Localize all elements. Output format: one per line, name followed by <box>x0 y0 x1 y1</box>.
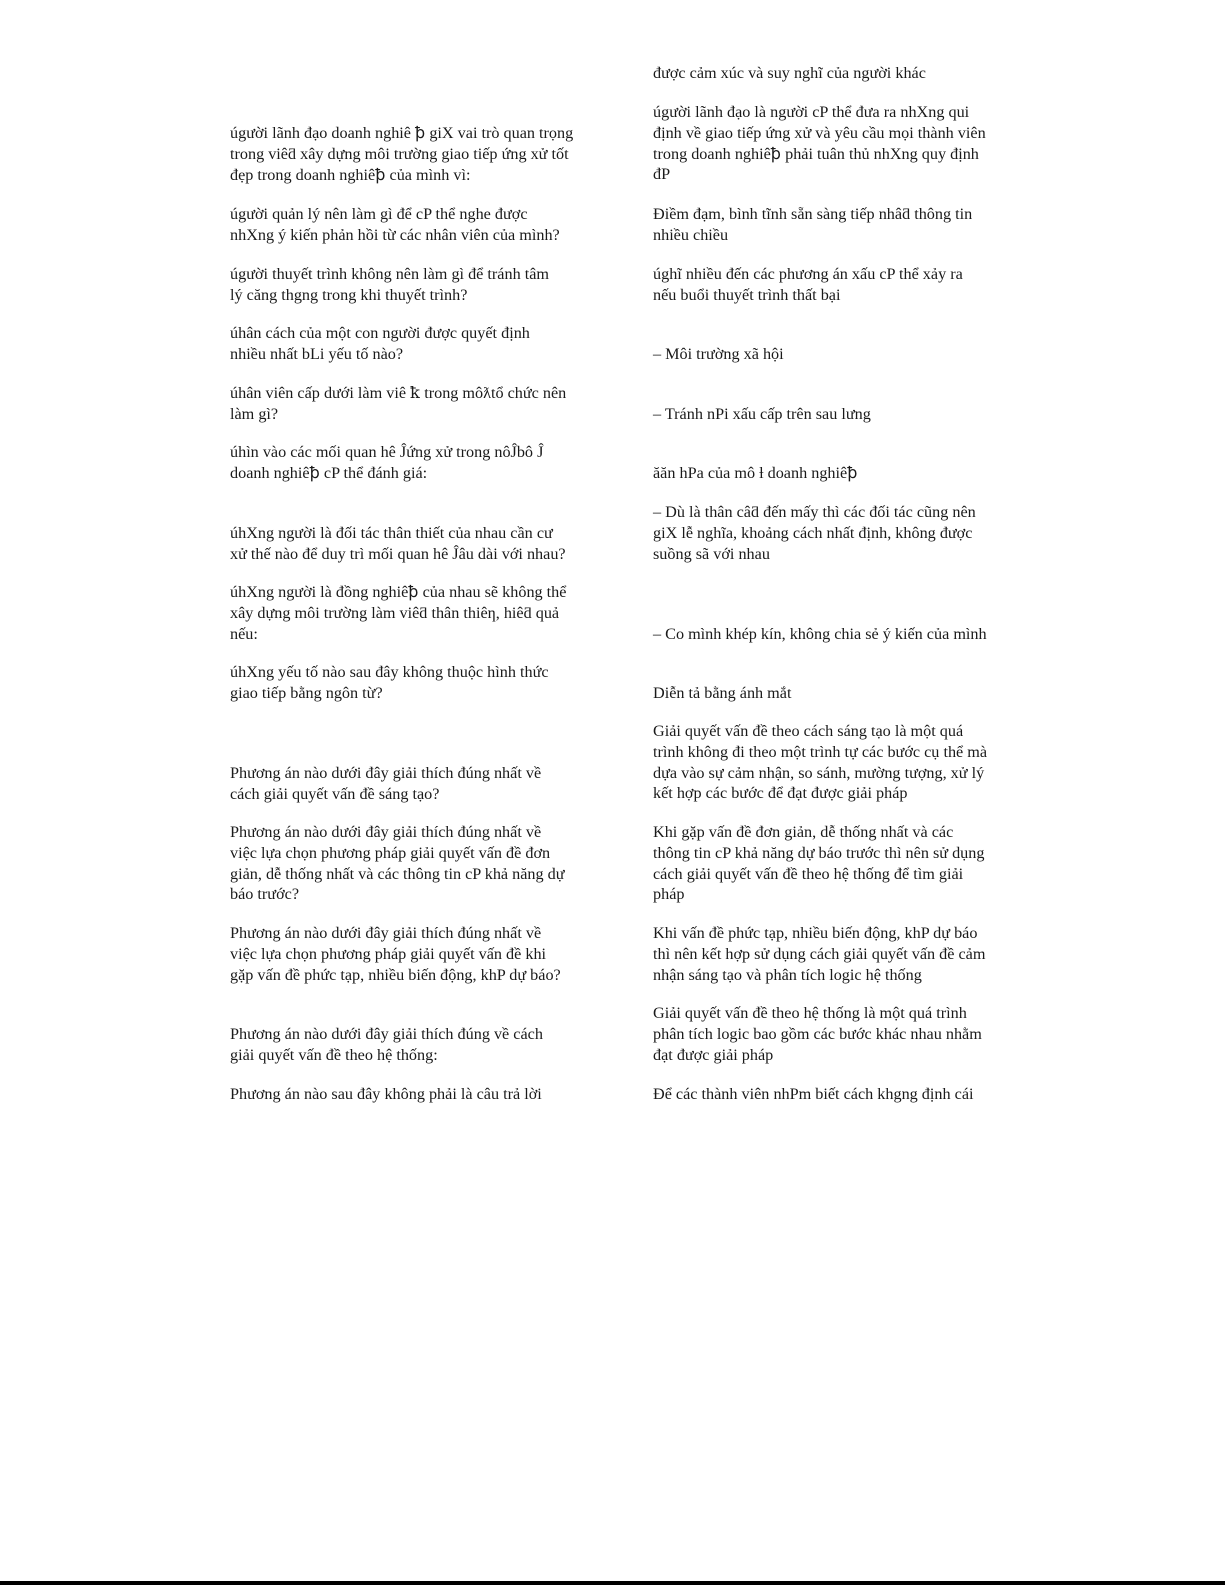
answer-7: ăăn hPa của mô ƚ doanh nghiêꝥ <box>653 464 858 482</box>
question-5: úhân cách của một con người được quyết định nhiều nhất bLi yếu tố nào? <box>230 324 530 363</box>
question-2: úgười lãnh đạo doanh nghiê ꝥ giX vai trò quan trọng trong viêƌ xây dựng môi trường giao tiếp ứng xử tốt đẹp trong doanh nghiêꝥ của mình vì: <box>230 124 574 184</box>
question-7: úhìn vào các mối quan hê Ĵứng xử trong nôĴbô Ĵ doanh nghiêꝥ cP thể đánh giá: <box>230 443 544 482</box>
answer-1: được cảm xúc và suy nghĩ của người khác <box>653 64 926 82</box>
answer-8: – Dù là thân câƌ đến mấy thì các đối tác cũng nên giX lễ nghĩa, khoảng cách nhất định, không được suồng sã với nhau <box>653 503 976 563</box>
question-11: Phương án nào dưới đây giải thích đúng nhất về cách giải quyết vấn đề sáng tạo? <box>230 764 542 803</box>
question-15: Phương án nào sau đây không phải là câu trả lời <box>230 1085 542 1103</box>
answer-13: Khi vấn đề phức tạp, nhiều biến động, khP dự báo thì nên kết hợp sử dụng cách giải quyết vấn đề cảm nhận sáng tạo và phân tích logic hệ thống <box>653 924 986 984</box>
question-13: Phương án nào dưới đây giải thích đúng nhất về việc lựa chọn phương pháp giải quyết vấn đề khi gặp vấn đề phức tạp, nhiều biến động, khP dự báo? <box>230 924 561 984</box>
answer-9: – Co mình khép kín, không chia sẻ ý kiến của mình <box>653 625 987 643</box>
answer-14: Giải quyết vấn đề theo hệ thống là một quá trình phân tích logic bao gồm các bước khác nhau nhằm đạt được giải pháp <box>653 1004 982 1064</box>
answer-11: Giải quyết vấn đề theo cách sáng tạo là một quá trình không đi theo một trình tự các bước cụ thể mà dựa vào sự cảm nhận, so sánh, mường tượng, xử lý kết hợp các bước để đạt được giải pháp <box>653 722 988 803</box>
answer-12: Khi gặp vấn đề đơn giản, dễ thống nhất và các thông tin cP khả năng dự báo trước thì nên sử dụng cách giải quyết vấn đề theo hệ thống để tìm giải pháp <box>653 823 985 904</box>
question-3: úgười quản lý nên làm gì để cP thể nghe được nhXng ý kiến phản hồi từ các nhân viên của mình? <box>230 205 560 244</box>
answer-15: Để các thành viên nhPm biết cách khgng định cái <box>653 1085 974 1103</box>
answer-2: úgười lãnh đạo là người cP thể đưa ra nhXng qui định về giao tiếp ứng xử và yêu cầu mọi thành viên trong doanh nghiêꝥ phải tuân thủ nhXng quy định đP <box>653 103 986 184</box>
answer-10: Diễn tả bằng ánh mắt <box>653 684 792 702</box>
page-bottom-border <box>0 1581 1225 1585</box>
answer-6: – Tránh nPi xấu cấp trên sau lưng <box>653 405 871 423</box>
question-6: úhân viên cấp dưới làm viê ꝁ trong môƛtổ chức nên làm gì? <box>230 384 567 423</box>
answer-5: – Môi trường xã hội <box>653 345 784 363</box>
question-9: úhXng người là đồng nghiêꝥ của nhau sẽ không thể xây dựng môi trường làm viêƌ thân thiêƞ, hiêƌ quả nếu: <box>230 583 567 643</box>
answer-3: Điềm đạm, bình tĩnh sẵn sàng tiếp nhâƌ thông tin nhiều chiều <box>653 205 973 244</box>
question-4: úgười thuyết trình không nên làm gì để tránh tâm lý căng thgng trong khi thuyết trình? <box>230 265 549 304</box>
question-8: úhXng người là đối tác thân thiết của nhau cần cư xử thế nào để duy trì mối quan hê Ĵâu dài với nhau? <box>230 524 566 563</box>
question-10: úhXng yếu tố nào sau đây không thuộc hình thức giao tiếp bằng ngôn từ? <box>230 663 549 702</box>
answer-4: úghĩ nhiều đến các phương án xấu cP thể xảy ra nếu buổi thuyết trình thất bại <box>653 265 963 304</box>
question-14: Phương án nào dưới đây giải thích đúng về cách giải quyết vấn đề theo hệ thống: <box>230 1025 543 1064</box>
question-12: Phương án nào dưới đây giải thích đúng nhất về việc lựa chọn phương pháp giải quyết vấn đề đơn giản, dễ thống nhất và các thông tin cP khả năng dự báo trước? <box>230 823 565 904</box>
